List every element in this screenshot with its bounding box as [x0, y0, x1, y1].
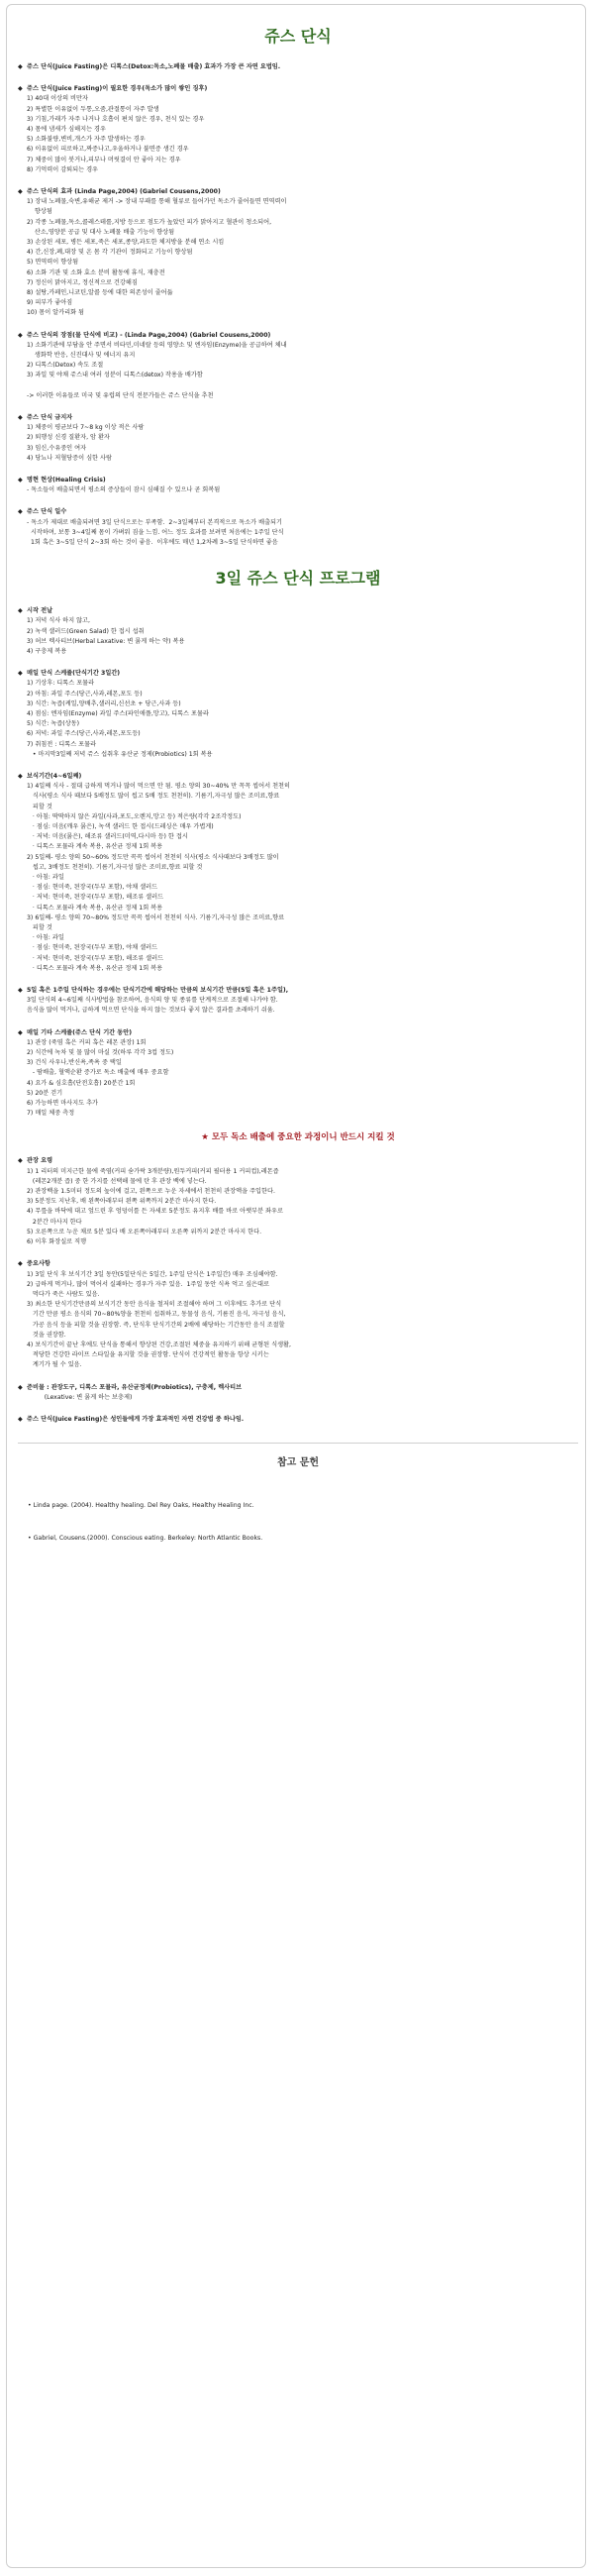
- section-line: 8) 기억력이 감퇴되는 경우: [27, 165, 99, 173]
- section-line: 4) 몸에 냄새가 심해지는 경우: [27, 126, 106, 134]
- section: [18, 1259, 578, 1370]
- section-line: 5) 오른쪽으로 누운 채로 5분 있다 배 오른쪽아래부터 오른쪽 위까지 2분간 마사지 한다.: [27, 1228, 262, 1235]
- section-heading: [18, 476, 578, 485]
- page-title: 쥬스 단식: [264, 27, 332, 46]
- section-line: 계기가 될 수 있음.: [27, 1361, 82, 1369]
- section-heading-text: 중요사항: [27, 1260, 50, 1268]
- references-title: 참고 문헌: [276, 1457, 320, 1469]
- section-line: • 마지막3일째 저녁 쥬스 섭취후 유산균 정제(Probiotics) 1회 복용: [27, 750, 213, 758]
- section-line: 2분간 마사지 한다: [27, 1218, 82, 1226]
- section-line: 생화학 반응, 신진대사 및 에너지 유지: [27, 352, 136, 360]
- section-line: 6) 소화 기관 및 소화 효소 분비 활동에 휴식, 재충전: [27, 268, 165, 276]
- section-line: 3) 건식 사우나,반신욕,족욕 중 택일: [27, 1059, 122, 1067]
- section-line: 2) 급하게 먹거나, 많이 먹어서 실패하는 경우가 자주 있음. 1주일 동안 식욕 억고 싶은대로: [27, 1280, 269, 1288]
- section-line: 1) 관장 (죽염 혹은 커피 혹은 레몬 관장) 1회: [27, 1038, 147, 1046]
- section-heading: [18, 669, 578, 679]
- section-line: 피할 것: [27, 803, 52, 810]
- section-line: 4) 간,신장,폐,대장 및 온 몸 각 기관이 정화되고 기능이 향상됨: [27, 249, 193, 257]
- section-line: 식사(평소 식사 때보다 5배정도 많이 씹고 5배 정도 천천히). 기름기,자극성 많은 조미료,향료: [27, 793, 280, 801]
- section-line: 3) 손상된 세포, 병든 세포,죽은 세포,종양,과도한 체지방을 분해 연소 시킴: [27, 239, 225, 247]
- section-heading-text: 보식기간(4~6일째): [27, 772, 82, 780]
- section-line: 1) 저녁 식사 하지 않고,: [27, 617, 91, 625]
- section-heading: [18, 187, 578, 197]
- section: [18, 476, 578, 495]
- section-line: 6) 가능하면 마사지도 추가: [27, 1100, 99, 1108]
- section: [18, 1415, 578, 1425]
- section-line: · 점심: 미음(깨우 묽은), 녹색 샐러드 한 접시(드레싱은 매우 가볍게): [27, 822, 214, 830]
- section-line: 적당한 건강한 라이프 스타일을 유지할 것을 권장함. 단식이 건강적인 활동을 항상 시키는: [27, 1351, 269, 1359]
- section: [18, 1028, 578, 1120]
- section-line: 5) 식간: 녹즙(상동): [27, 720, 80, 728]
- section-line: 3) 5분정도 지난후, 배 왼쪽아래부터 왼쪽 위쪽까지 2분간 마사지 한다.: [27, 1198, 217, 1206]
- section-line: 기간 만큼 평소 음식의 70~80%양을 천천히 섭취하고, 동물성 음식, 기름진 음식, 자극성 음식,: [27, 1311, 286, 1319]
- section-line: 2) 디톡스(Detox) 속도 조절: [27, 362, 104, 370]
- section: [18, 507, 578, 548]
- section: [18, 331, 578, 401]
- section-line: 것을 권장함.: [27, 1331, 66, 1339]
- section-line: 시작하며, 보통 3~4일째 몸이 가벼워 짐을 느낌. 어느 정도 효과를 보려면 처음에는 1주일 단식: [27, 528, 284, 536]
- section-line: -> 이러한 이유들로 미국 및 유럽의 단식 전문가들은 쥬스 단식을 추천: [27, 391, 214, 399]
- section-line: · 저녁: 미음(묽은), 해조류 샐러드(미역,다시마 등) 한 접시: [27, 833, 188, 841]
- section-line: 2) 5일째- 평소 양의 50~60% 정도만 꼭꼭 씹어서 천천히 식사(평소 식사때보다 3배정도 많이: [27, 853, 279, 861]
- section-line: 3일 단식의 4~6일째 식사방법을 참조하여, 음식의 양 및 종류를 단계적으로 조절해 나가야 함.: [27, 997, 278, 1005]
- section-heading: [18, 986, 578, 996]
- section-line: 1) 1 리터의 미지근한 물에 죽염(커피 숟가락 3개분량),원두커피(커피 필터용 1 커피컵),레몬즙: [27, 1167, 279, 1175]
- section-line: · 디톡스 포뮬라 계속 복용, 유산균 정제 1회 복용: [27, 904, 163, 912]
- diamond-bullet-icon: ◆: [18, 607, 23, 615]
- section-heading: [18, 772, 578, 782]
- section-line: 4) 점심: 엔자임(Enzyme) 과일 주스(파인애플,망고), 디톡스 포뮬라: [27, 709, 209, 717]
- section-line: · 아침: 딱딱하지 않은 과일(사과,포도,오렌지,망고 등) 적은량(각각 2조각정도): [27, 812, 242, 820]
- section-line: (Lexative: 변 묽게 하는 보충제): [27, 1393, 133, 1401]
- diamond-bullet-icon: ◆: [18, 413, 23, 421]
- section-line: 10) 몸이 알카리화 됨: [27, 309, 85, 317]
- section-heading: [18, 1415, 578, 1425]
- section-heading-text: 쥬스 단식 일수: [27, 508, 67, 516]
- section-heading-text: 시작 전날: [27, 607, 53, 615]
- section-heading: [18, 331, 578, 341]
- section: [18, 669, 578, 760]
- section-line: 2) 각종 노폐물,독소,콜레스테롤,지방 등으로 점도가 높았던 피가 맑아지고 혈관이 청소되어,: [27, 218, 272, 226]
- reference-item: • Gabriel, Cousens.(2000). Conscious eating. Berkeley: North Atlantic Books.: [28, 1535, 263, 1543]
- section-line: 3) 임신,수유중인 여자: [27, 444, 87, 452]
- section-line: 먹다가 죽은 사람도 있음.: [27, 1290, 100, 1298]
- diamond-bullet-icon: ◆: [18, 63, 23, 70]
- section-line: · 아침: 과일: [27, 874, 64, 881]
- section-heading: [18, 1028, 578, 1038]
- section-line: 7) 취침전 : 디톡스 포뮬라: [27, 740, 97, 748]
- section-line: 4) 당뇨나 저혈당증이 심한 사람: [27, 454, 112, 462]
- section-line: 3) 기침,가래가 자주 나거나 호흡이 편치 않은 경우, 천식 있는 경우: [27, 115, 205, 123]
- section-line: 9) 피부가 좋아짐: [27, 299, 73, 307]
- section-line: 5) 20분 걷기: [27, 1089, 63, 1097]
- section-heading: [18, 1156, 578, 1166]
- section-line: · 아침: 과일: [27, 934, 64, 942]
- section-heading-text: 쥬스 단식(Juice Fasting)이 필요한 경우(독소가 많이 쌓인 징후): [27, 85, 208, 93]
- diamond-bullet-icon: ◆: [18, 508, 23, 516]
- section-line: 1) 장내 노폐물,숙변,유해균 제거 -> 장내 부패를 통해 혈류로 들어가던 독소가 줄어들면 면역력이: [27, 198, 287, 206]
- section-heading-text: 쥬스 단식의 효과 (Linda Page,2004) (Gabriel Cousens,2000): [27, 188, 221, 196]
- section-line: · 저녁: 현미죽, 된장국(두부 포함), 해조류 샐러드: [27, 894, 164, 902]
- section-line: 3) 식간: 녹즙(케일,양배추,샐러리,신선초 + 당근,사과 등): [27, 699, 181, 707]
- section: [18, 986, 578, 1017]
- section-line: 7) 체중이 많이 붓거나,피부나 머릿결이 안 좋아 지는 경우: [27, 156, 181, 163]
- section-line: 피할 것: [27, 924, 52, 932]
- references-list: [18, 1478, 578, 1565]
- diamond-bullet-icon: ◆: [18, 1260, 23, 1268]
- section-heading: [18, 84, 578, 94]
- section-line: (레몬2개분 즙) 중 한 가지를 선택해 물에 탄 후 관장 백에 넣는다.: [27, 1177, 207, 1185]
- section-heading: [18, 606, 578, 616]
- section: [18, 606, 578, 657]
- intro-sections: [18, 62, 578, 548]
- section-line: 1) 소화기관에 부담을 안 주면서 비타민,미네랄 등의 영양소 및 엔자임(Enzyme)을 공급하여 체내: [27, 341, 287, 349]
- diamond-bullet-icon: ◆: [18, 331, 23, 339]
- section-line: · 저녁: 현미죽, 된장국(두부 포함), 해조류 샐러드: [27, 954, 164, 962]
- section-line: - 독소들이 배출되면서 평소의 증상들이 잠시 심해질 수 있으나 곧 회복됨: [27, 486, 221, 494]
- section-line: 3) 과일 및 야채 쥬스내 여러 성분이 디톡스(detox) 작용을 배가함: [27, 372, 203, 379]
- section: [18, 1156, 578, 1247]
- section-line: · 디톡스 포뮬라 계속 복용, 유산균 정제 1회 복용: [27, 843, 163, 851]
- section-heading-text: 쥬스 단식의 장점(물 단식에 비교) - (Linda Page,2004) (Gabriel Cousens,2000): [27, 331, 271, 339]
- section-line: 3) 6일째- 평소 양의 70~80% 정도만 꼭꼭 씹어서 천천히 식사. 기름기,자극성 많은 조미료,향료: [27, 913, 285, 921]
- section-heading: [18, 1383, 578, 1393]
- section-heading: [18, 62, 578, 72]
- section-heading-text: 명현 현상(Healing Crisis): [27, 476, 106, 483]
- diamond-bullet-icon: ◆: [18, 670, 23, 678]
- section-line: 1) 체중이 평균보다 7~8 kg 이상 적은 사람: [27, 424, 145, 432]
- diamond-bullet-icon: ◆: [18, 1157, 23, 1165]
- section-line: 2) 퇴행성 신경 질환자, 암 환자: [27, 434, 110, 442]
- section-line: · 점심: 현미죽, 된장국(두부 포함), 야채 샐러드: [27, 944, 158, 952]
- reference-item: • Linda page. (2004). Healthy healing. Del Rey Oaks, Healthy Healing Inc.: [28, 1502, 254, 1510]
- section-line: 4) 무릎을 바닥에 대고 엎드린 후 엉덩이를 든 자세로 5분정도 유지후 배를 바로 아랫부분 좌우로: [27, 1208, 283, 1216]
- section: [18, 62, 578, 72]
- diamond-bullet-icon: ◆: [18, 1415, 23, 1423]
- section-line: 6) 저녁: 과일 주스(당근,사과,레몬,포도등): [27, 730, 141, 738]
- section-line: 2) 관장백을 1.5미터 정도의 높이에 걸고, 왼쪽으로 누운 자세에서 천천히 관장액을 주입한다.: [27, 1188, 275, 1196]
- section-line: 3) 최소한 단식기간만큼의 보식기간 동안 음식을 철저히 조절해야 하며 그 이후에도 추가로 단식: [27, 1301, 282, 1309]
- section-heading: [18, 413, 578, 423]
- diamond-bullet-icon: ◆: [18, 1028, 23, 1036]
- section: [18, 413, 578, 464]
- section-line: 7) 정신이 맑아지고, 정신적으로 건강해짐: [27, 278, 138, 286]
- program-title: 3일 쥬스 단식 프로그램: [215, 569, 381, 589]
- section-line: 1) 3일 단식 후 보식기간 3일 동안(5일단식은 5일간, 1주일 단식은 1주일간) 매우 조심해야함.: [27, 1270, 278, 1278]
- section-line: 8) 설탕,카페인,니코틴,알콜 등에 대한 의존성이 줄어듦: [27, 289, 173, 297]
- section-heading: [18, 507, 578, 517]
- section-heading-text: 매일 기타 스케쥴(쥬스 단식 기간 동안): [27, 1028, 133, 1036]
- section-heading-text: 매일 단식 스케쥴(단식기간 3일간): [27, 670, 121, 678]
- section-line: 5) 소화불량,변비,개스가 자주 발생하는 경우: [27, 136, 146, 144]
- section-line: · 디톡스 포뮬라 계속 복용, 유산균 정제 1회 복용: [27, 964, 163, 972]
- section-line: 가공 음식 등을 피할 것을 권장함. 즉, 단식후 단식기간의 2배에 해당하는 기간동안 음식 조절할: [27, 1321, 285, 1329]
- section-line: 음식을 많이 먹거나, 급하게 먹으면 단식을 하지 않는 것보다 좋지 않은 결과를 초래하기 쉬움.: [27, 1007, 275, 1015]
- section-line: 2) 식간에 녹차 및 물 많이 마실 것(하루 각각 3컵 정도): [27, 1049, 174, 1057]
- section-line: · 점심: 현미죽, 된장국(두부 포함), 야채 샐러드: [27, 884, 158, 892]
- section-line: 7) 매일 체중 측정: [27, 1110, 75, 1118]
- section-heading-text: 준비물 : 관장도구, 디톡스 포뮬라, 유산균정제(Probiotics), 구충제, 렉사티브: [27, 1383, 243, 1391]
- diamond-bullet-icon: ◆: [18, 476, 23, 483]
- section-line: [18, 381, 578, 391]
- section-line: 2) 특별한 이유없이 두통,오줌,관절통이 자주 발생: [27, 105, 159, 113]
- diamond-bullet-icon: ◆: [18, 188, 23, 196]
- section-line: 2) 녹색 샐러드(Green Salad) 한 접시 섭취: [27, 627, 145, 635]
- diamond-bullet-icon: ◆: [18, 987, 23, 995]
- diamond-bullet-icon: ◆: [18, 85, 23, 93]
- section-line: 5) 면역력이 향상됨: [27, 259, 79, 267]
- section: [18, 772, 578, 974]
- section-heading-text: 쥬스 단식(Juice Fasting)은 성인들에게 가장 효과적인 자연 건강법 중 하나임.: [27, 1415, 245, 1423]
- section-line: 씹고, 3배정도 천천히). 기름기,자극성 많은 조미료,향료 피할 것: [27, 863, 203, 871]
- section-line: 1) 기상후: 디톡스 포뮬라: [27, 680, 95, 688]
- section-line: 1) 40대 이상의 비만자: [27, 95, 88, 103]
- section-heading: [18, 1259, 578, 1269]
- important-note: ★ 모두 독소 배출에 중요한 과정이니 반드시 지킬 것: [201, 1132, 395, 1143]
- section: [18, 1383, 578, 1403]
- diamond-bullet-icon: ◆: [18, 772, 23, 780]
- program-sections: [18, 606, 578, 1119]
- section: [18, 84, 578, 175]
- section-line: 1회 혹은 3~5일 단식 2~3회 하는 것이 좋음. 이후에도 매년 1,2차례 3~5일 단식하면 좋음: [27, 538, 278, 546]
- section-line: 1) 4일째 식사 - 절대 급하게 먹거나 많이 먹으면 안 됨. 평소 양의 30~40% 만 꼭꼭 씹어서 천천히: [27, 783, 290, 791]
- section-line: - 독소가 제대로 배출되려면 3일 단식으로는 부족함. 2~3일째부터 본격적으로 독소가 배출되기: [27, 518, 283, 526]
- section-line: 산소,영양분 공급 및 대사 노폐물 배출 기능이 향상됨: [27, 228, 175, 236]
- references-box: [18, 1443, 578, 1565]
- section-line: 3) 허브 렉사티브(Herbal Laxative: 변 묽게 하는 약) 복용: [27, 637, 185, 645]
- diamond-bullet-icon: ◆: [18, 1383, 23, 1391]
- section-heading-text: 쥬스 단식(Juice Fasting)은 디톡스(Detox:독소,노폐물 배출) 효과가 가장 큰 자연 요법임.: [27, 63, 281, 70]
- tail-sections: [18, 1156, 578, 1425]
- section-line: 6) 이유없이 피로하고,짜증나고,우울하거나 불면증 생긴 경우: [27, 146, 189, 154]
- section-line: - 땀배출, 혈액순환 증가로 독소 배출에 매우 중요함: [27, 1069, 169, 1077]
- document-body: [18, 18, 578, 1565]
- section-line: 4) 구충제 복용: [27, 647, 67, 655]
- section-heading-text: 5일 혹은 1주일 단식하는 경우에는 단식기간에 해당하는 만큼의 보식기간 만큼(5일 혹은 1주일),: [27, 987, 289, 995]
- section-line: 2) 아침: 과일 주스(당근,사과,레몬,포도 등): [27, 690, 143, 698]
- section-heading-text: 쥬스 단식 금지자: [27, 413, 73, 421]
- section-line: 6) 이후 화장실로 직행: [27, 1238, 87, 1246]
- section-line: 향상됨: [27, 208, 52, 216]
- section-heading-text: 관장 요령: [27, 1157, 53, 1165]
- section-line: 4) 보식기간이 끝난 후에도 단식을 통해서 향상된 건강,조절된 체중을 유지하기 위해 균형된 식생활,: [27, 1341, 291, 1348]
- section-line: 4) 요가 & 심호흡(단전호흡) 20분간 1회: [27, 1079, 136, 1087]
- section: [18, 187, 578, 319]
